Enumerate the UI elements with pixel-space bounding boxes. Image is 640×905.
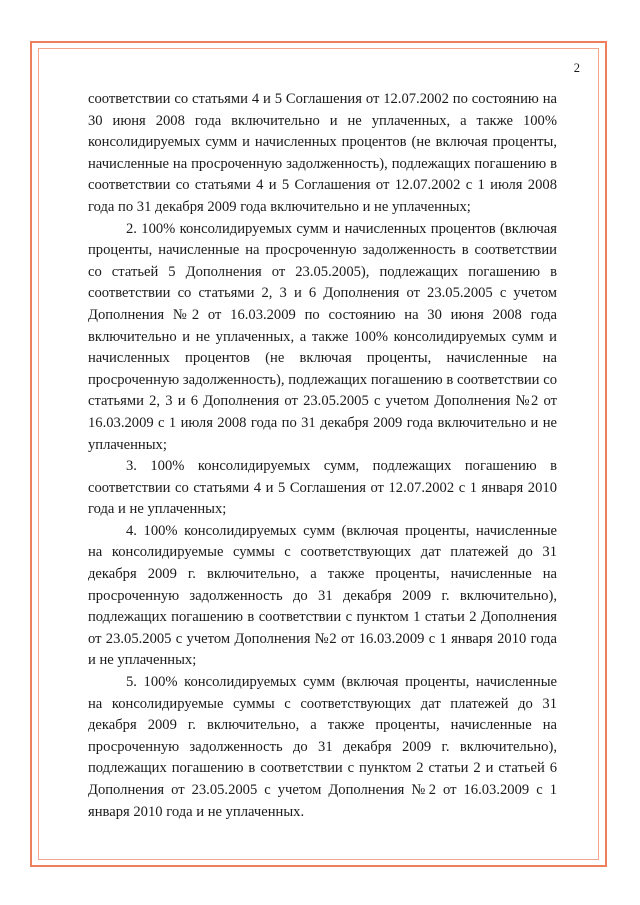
paragraph-item-3: 3. 100% консолидируемых сумм, подлежащих погашению в соответствии со статьями 4 и 5 Соглашения от 12.07.2002 с 1 января 2010 года и не уплаченных; [88, 458, 557, 518]
paragraph-continuation: соответствии со статьями 4 и 5 Соглашения от 12.07.2002 по состоянию на 30 июня 2008 года включительно и не уплаченных, а также 100% консолидируемых сумм и начисленных процентов (не включая проценты, начисленные на просроченную задолженность), подлежащих погашению в соответствии со статьями 4 и 5 Соглашения от 12.07.2002 с 1 июля 2008 года по 31 декабря 2009 года включительно и не уплаченных; [88, 91, 557, 215]
paragraph-item-4: 4. 100% консолидируемых сумм (включая проценты, начисленные на консолидируемые суммы с соответствующих дат платежей до 31 декабря 2009 г. включительно, а также проценты, начисленные на просроченную задолженность до 31 декабря 2009 г. включительно), подлежащих погашению в соответствии с пунктом 1 статьи 2 Дополнения от 23.05.2005 с учетом Дополнения №2 от 16.03.2009 с 1 января 2010 года и не уплаченных; [88, 522, 557, 669]
paragraph-item-5: 5. 100% консолидируемых сумм (включая проценты, начисленные на консолидируемые суммы с соответствующих дат платежей до 31 декабря 2009 г. включительно, а также проценты, начисленные на просроченную задолженность до 31 декабря 2009 г. включительно), подлежащих погашению в соответствии с пунктом 2 статьи 2 и статьей 6 Дополнения от 23.05.2005 с учетом Дополнения №2 от 16.03.2009 с 1 января 2010 года и не уплаченных. [88, 674, 557, 820]
paragraph-item-2: 2. 100% консолидируемых сумм и начисленных процентов (включая проценты, начисленные на просроченную задолженность в соответствии со статьей 5 Дополнения от 23.05.2005), подлежащих погашению в соответствии со статьями 2, 3 и 6 Дополнения от 23.05.2005 с учетом Дополнения №2 от 16.03.2009 по состоянию на 30 июня 2008 года включительно и не уплаченных, а также 100% консолидируемых сумм и начисленных процентов (не включая проценты, начисленные на просроченную задолженность), подлежащих погашению в соответствии со статьями 2, 3 и 6 Дополнения от 23.05.2005 с учетом Дополнения №2 от 16.03.2009 с 1 июля 2008 года по 31 декабря 2009 года включительно и не уплаченных; [88, 220, 557, 453]
page-number: 2 [573, 61, 580, 75]
document-body [88, 89, 557, 823]
